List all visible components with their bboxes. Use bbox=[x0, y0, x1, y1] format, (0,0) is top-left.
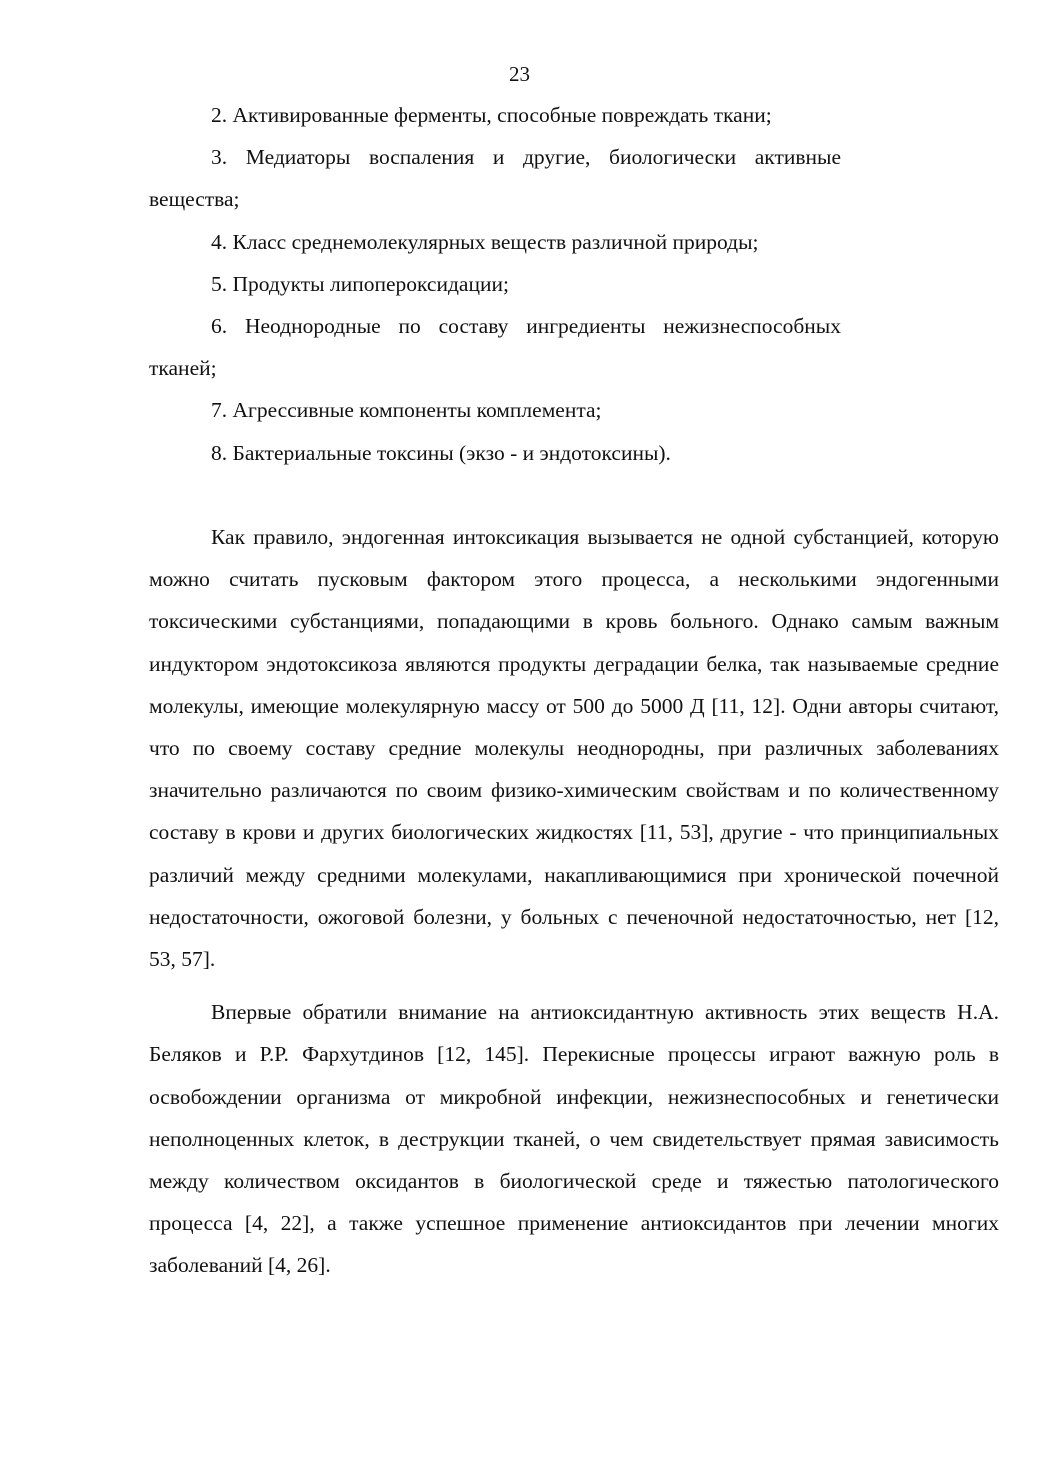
list-item: 6. Неоднородные по составу ингредиенты нежизнеспособных тканей; bbox=[149, 314, 841, 381]
paragraph: Как правило, эндогенная интоксикация вызывается не одной субстанцией, которую можно считать пусковым фактором этого процесса, а несколькими эндогенными токсическими субстанциями, попадающими в кровь больного. Однако самым важным индуктором эндотоксикоза являются продукты деградации белка, так называемые средние молекулы, имеющие молекулярную массу от 500 до 5000 Д [11, 12]. Одни авторы считают, что по своему составу средние молекулы неоднородны, при различных заболеваниях значительно различаются по своим физико-химическим свойствам и по количественному составу в крови и других биологических жидкостях [11, 53], другие - что принципиальных различий между средними молекулами, накапливающимися при хронической почечной недостаточности, ожоговой болезни, у больных с печеночной недостаточностью, нет [12, 53, 57]. bbox=[149, 525, 999, 972]
page-number: 23 bbox=[509, 62, 530, 86]
body-text bbox=[149, 516, 999, 1287]
list-item: 3. Медиаторы воспаления и другие, биологически активные вещества; bbox=[149, 145, 841, 212]
list-item: 4. Класс среднемолекулярных веществ различной природы; bbox=[211, 229, 759, 254]
list-item: 2. Активированные ферменты, способные повреждать ткани; bbox=[211, 103, 772, 127]
list-item: 7. Агрессивные компоненты комплемента; bbox=[211, 398, 602, 423]
numbered-list bbox=[149, 94, 841, 474]
list-item: 8. Бактериальные токсины (экзо - и эндотоксины). bbox=[211, 440, 671, 465]
paragraph: Впервые обратили внимание на антиоксидантную активность этих веществ Н.А. Беляков и Р.Р. Фархутдинов [12, 145]. Перекисные процессы играют важную роль в освобождении организма от микробной инфекции, нежизнеспособных и генетически неполноценных клеток, в деструкции тканей, о чем свидетельствует прямая зависимость между количеством оксидантов в биологической среде и тяжестью патологического процесса [4, 22], а также успешное применение антиоксидантов при лечении многих заболеваний [4, 26]. bbox=[149, 1000, 999, 1278]
list-item: 5. Продукты липопероксидации; bbox=[211, 271, 509, 296]
